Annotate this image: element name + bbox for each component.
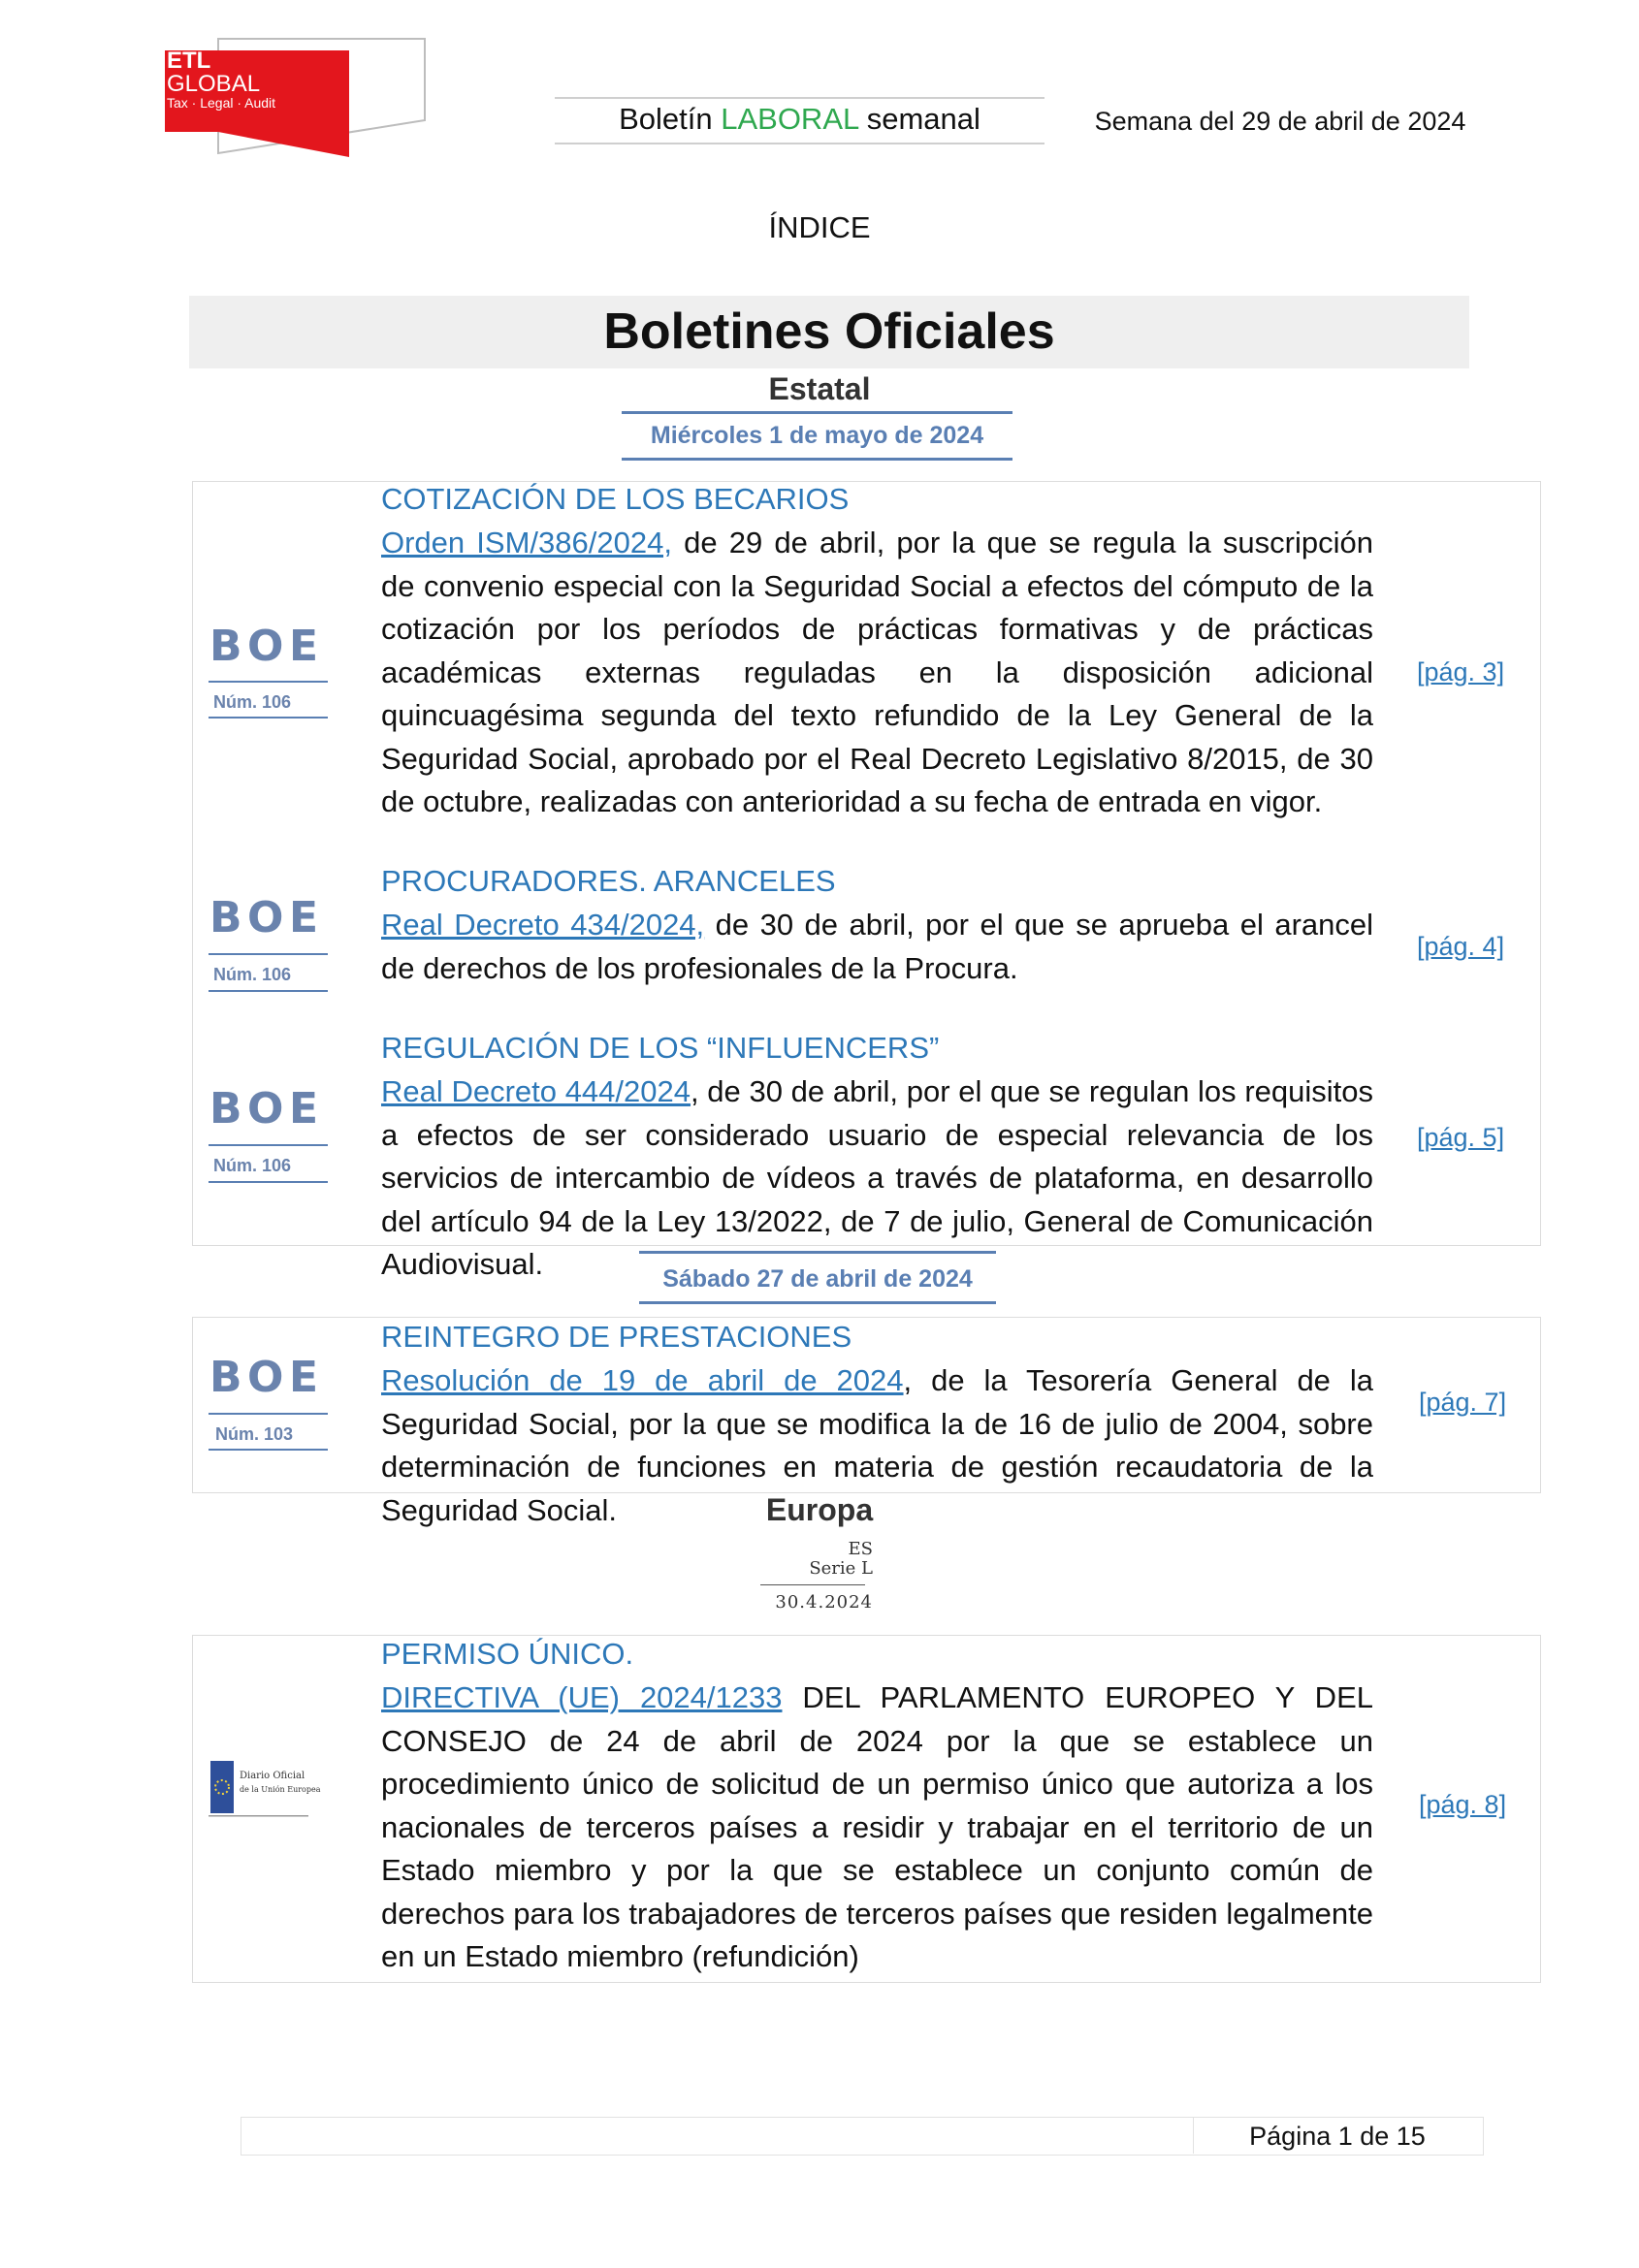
boe-logo-text: BOE [209,1084,318,1134]
section-estatal-underline [622,411,1012,414]
date-heading-1-underline [622,458,1012,461]
boe-logo-text: BOE [209,622,318,671]
boe-line [209,1413,328,1415]
entry-title: COTIZACIÓN DE LOS BECARIOS [381,482,850,516]
entry-title: REINTEGRO DE PRESTACIONES [381,1320,852,1354]
entry-text: , de 30 de abril, por el que se regulan los requisitos a efectos de ser considerado usuario de especial relevancia de los servicios de intercambio de vídeos a través de plataforma, en desarrollo del artículo 94 de la Ley 13/2022, de 7 de julio, General de Comunicación Audiovisual. [381,1074,1373,1281]
logo-line1: GLOBAL [167,71,261,97]
entry-link[interactable]: Real Decreto 444/2024 [381,1074,691,1108]
date-heading-1: Miércoles 1 de mayo de 2024 [650,422,984,449]
page-link[interactable]: [pág. 3] [1417,657,1505,687]
boe-logo [204,1353,328,1404]
entry-title: PROCURADORES. ARANCELES [381,864,836,898]
entry-body [381,1070,1373,1287]
page-link[interactable]: [pág. 5] [1417,1123,1505,1152]
boe-logo-text: BOE [209,893,318,942]
page-link[interactable]: [pág. 4] [1417,932,1505,961]
boe-num: Núm. 106 [213,965,292,984]
boe-logo [204,1084,328,1135]
entry-body [381,904,1373,990]
eu-series-date: 30.4.2024 [775,1592,873,1613]
entry-text: de 29 de abril, por la que se regula la suscripción de convenio especial con la Seguridad Social a efectos del cómputo de la cotización por los períodos de prácticas formativas y de prácticas académicas externas reguladas en la disposición adicional quincuagésima segunda del texto refundido de la Ley General de la Seguridad Social, aprobado por el Real Decreto Legislativo 8/2015, de 30 de octubre, realizadas con anterioridad a su fecha de entrada en vigor. [381,526,1373,818]
band-title: Boletines Oficiales [603,303,1055,360]
entry-title: PERMISO ÚNICO. [381,1637,634,1671]
page-number: Página 1 de 15 [1249,2122,1426,2151]
eu-flag-icon [210,1761,234,1813]
entry-text: , de la Tesorería General de la Seguridad Social, por la que se modifica la de 16 de julio de 2004, sobre determinación de funciones en materia de gestión recaudatoria de la Seguridad Social. [381,1363,1373,1527]
boe-line [209,1449,328,1451]
entry-title: REGULACIÓN DE LOS “INFLUENCERS” [381,1031,940,1065]
title-prefix: Boletín [619,102,722,136]
boe-line [209,1144,328,1146]
logo-line2: Tax · Legal · Audit [167,95,276,111]
eu-series-lang: ES [848,1539,873,1559]
eu-logo-line1: Diario Oficial [240,1771,305,1781]
title-suffix: semanal [858,102,980,136]
boe-line [209,953,328,955]
date-heading-2: Sábado 27 de abril de 2024 [662,1265,973,1293]
page-link[interactable]: [pág. 8] [1419,1790,1507,1819]
date-heading-2-underline [639,1301,996,1304]
entry-link[interactable]: Resolución de 19 de abril de 2024 [381,1363,904,1397]
eu-journal-logo [209,1755,321,1817]
section-europa: Europa [765,1492,874,1527]
eu-series-name: Serie L [809,1558,873,1579]
eu-logo-line2: de la Unión Europea [240,1785,321,1794]
boe-logo [204,622,328,673]
boe-num: Núm. 106 [213,692,292,712]
boe-num: Núm. 106 [213,1156,292,1175]
boe-line [209,717,328,719]
entry-text: de 30 de abril, por el que se aprueba el arancel de derechos de los profesionales de la Procura. [381,908,1374,985]
index-label: ÍNDICE [768,210,871,244]
boe-logo-text: BOE [209,1353,318,1402]
etl-global-logo [165,39,427,160]
title-highlight: LABORAL [721,102,859,136]
entry-body [381,1677,1373,1979]
entry-link[interactable]: Orden ISM/386/2024, [381,526,672,559]
logo-brand: ETL [167,48,211,74]
boe-line [209,681,328,683]
entry-body [381,522,1373,824]
header-week: Semana del 29 de abril de 2024 [1094,107,1466,136]
eu-series-rule [760,1584,865,1585]
entry-link[interactable]: Real Decreto 434/2024, [381,908,705,942]
page-link[interactable]: [pág. 7] [1419,1388,1507,1417]
section-estatal: Estatal [768,371,871,406]
boe-line [209,990,328,992]
entry-text: DEL PARLAMENTO EUROPEO Y DEL CONSEJO de 24 de abril de 2024 por la que se establece un procedimiento único de solicitud de un permiso único que autoriza a los nacionales de terceros países a residir y trabajar en el territorio de un Estado miembro y por la que se establece un conjunto común de derechos para los trabajadores de terceros países que residen legalmente en un Estado miembro (refundición) [381,1680,1373,1973]
boe-logo [204,893,328,944]
boe-line [209,1181,328,1183]
date-heading-2-topline [639,1251,996,1254]
entry-link[interactable]: DIRECTIVA (UE) 2024/1233 [381,1680,783,1714]
boe-num: Núm. 103 [215,1424,294,1444]
header-title [555,100,1044,139]
